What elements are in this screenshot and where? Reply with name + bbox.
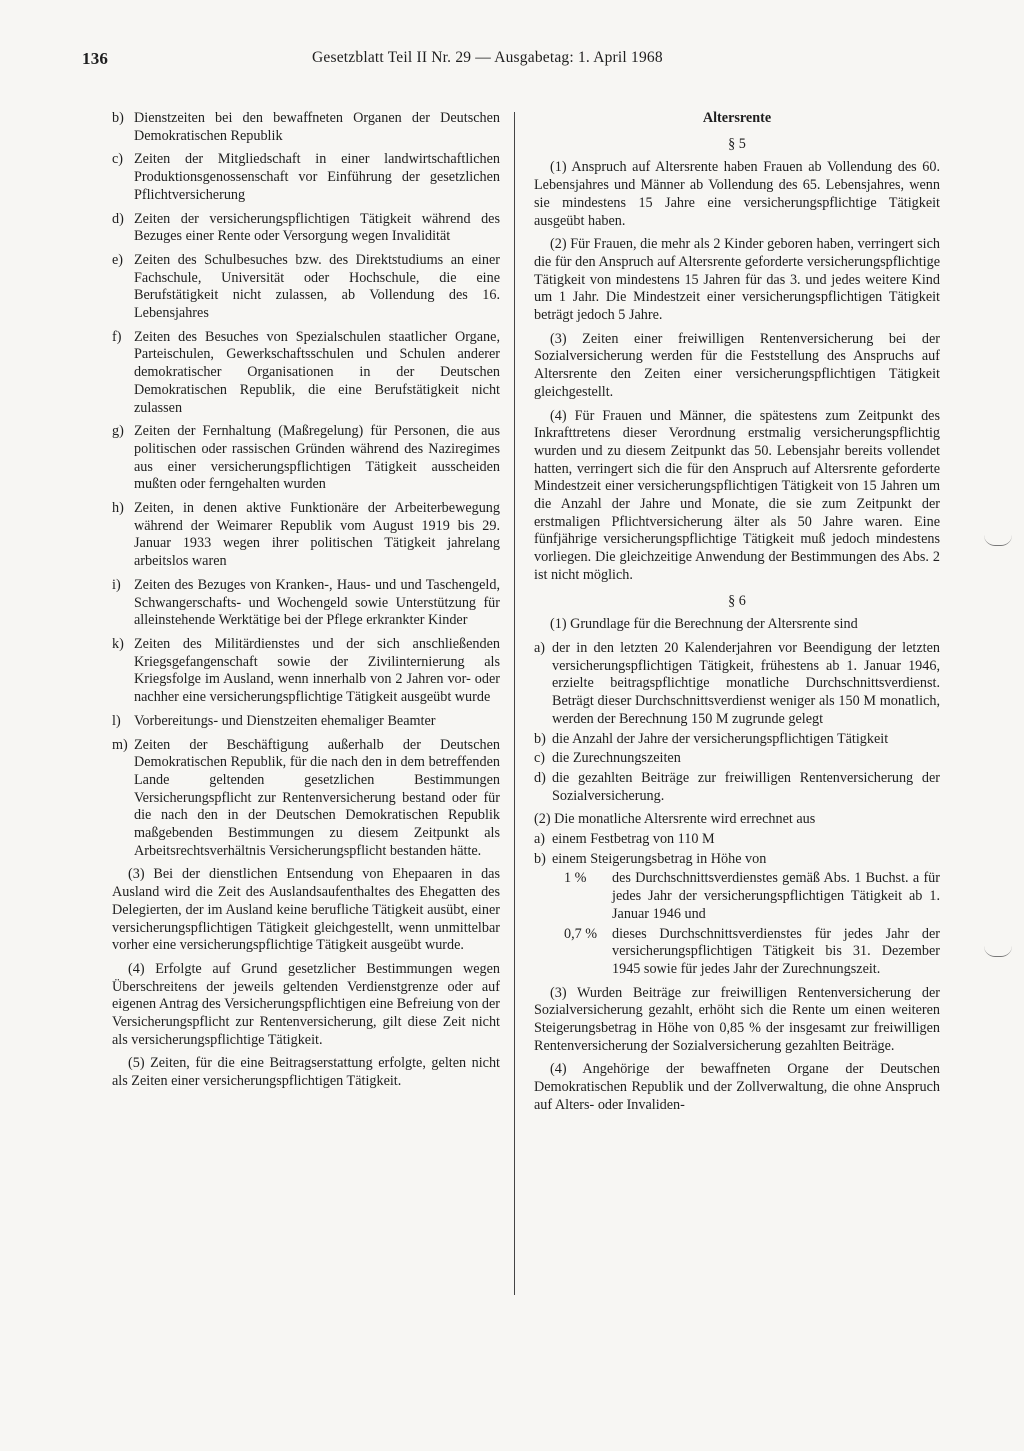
list-item (112, 151, 500, 204)
item-text: die Zurechnungszeiten (552, 750, 681, 767)
rate-label: 0,7 % (564, 925, 598, 942)
paragraph: (3) Bei der dienstlichen Entsendung von Ehepaaren in das Ausland wird die Zeit des Auslandsaufenthaltes des Ehegatten des Delegierten, der im Ausland keine berufliche Tätigkeit ausübt, einer versicherungspflichtigen Tätigkeit gleichgestellt, wenn unmittelbar vorher eine versicherungspflichtige Tätigkeit ausgeübt wurde. (112, 866, 500, 954)
list-item (112, 211, 500, 246)
list-item (112, 252, 500, 323)
item-label: b) (112, 110, 124, 126)
paragraph: (4) Angehörige der bewaffneten Organe der Deutschen Demokratischen Republik und der Zollverwaltung, die ohne Anspruch auf Alters- oder Invaliden- (534, 1061, 940, 1113)
item-text: Zeiten des Militärdienstes und der sich anschließenden Kriegsgefangenschaft sowie der Zivilinternierung als Kriegsfolge im Ausland, wenn innerhalb von 2 Jahren vor- oder nachher eine versicherungspflichtige Tätigkeit ausgeübt wurde (134, 635, 500, 706)
list-item (112, 423, 500, 494)
item-text: Zeiten der Mitgliedschaft in einer landwirtschaftlichen Produktionsgenossenschaft vor Einführung der gesetzlichen Pflichtversicherung (134, 151, 500, 203)
section-number: § 6 (728, 592, 746, 609)
item-text: Zeiten, in denen aktive Funktionäre der Arbeiterbewegung während der Weimarer Republik vom August 1919 bis 29. Januar 1933 wegen ihrer politischen Tätigkeit jahrelang arbeitslos waren (134, 500, 500, 570)
list-item (112, 500, 500, 571)
item-text: die gezahlten Beiträge zur freiwilligen Rentenversicherung der Sozialversicherung. (552, 769, 940, 804)
item-text: Zeiten des Schulbesuches bzw. des Direktstudiums an einer Fachschule, Universität oder Hochschule, die eine Berufstätigkeit nicht zulassen, ab Vollendung des 16. Lebensjahres (134, 251, 500, 322)
column-divider (514, 112, 515, 1295)
item-text: Zeiten der Fernhaltung (Maßregelung) für Personen, die aus politischen oder rassischen Gründen während des Naziregimes aus einer versicherungspflichtigen Tätigkeit ausscheiden mußten oder ferngehalten wurden (134, 423, 500, 493)
paragraph: (1) Grundlage für die Berechnung der Altersrente sind (550, 616, 858, 633)
page-number: 136 (82, 49, 109, 68)
list-item (534, 750, 940, 768)
paragraph: (5) Zeiten, für die eine Beitragserstattung erfolgte, gelten nicht als Zeiten einer versicherungspflichtigen Tätigkeit. (112, 1055, 500, 1090)
item-label: b) (534, 850, 546, 867)
item-label: k) (112, 635, 124, 652)
item-label: d) (112, 210, 124, 227)
paragraph: (2) Die monatliche Altersrente wird errechnet aus (534, 811, 816, 828)
item-label: i) (112, 576, 121, 593)
item-label: f) (112, 328, 122, 345)
item-label: a) (534, 831, 546, 848)
paragraph: (4) Erfolgte auf Grund gesetzlicher Bestimmungen wegen Überschreitens der jeweils geltenden Verdienstgrenze oder auf eigenen Antrag des Versicherungspflichtigen eine Befreiung von der Versicherungspflicht zur Rentenversicherung, gilt diese Zeit nicht als versicherungspflichtige Tätigkeit. (112, 960, 500, 1048)
item-text: Vorbereitungs- und Dienstzeiten ehemaliger Beamter (134, 712, 436, 729)
paragraph: (3) Zeiten einer freiwilligen Rentenversicherung bei der Sozialversicherung werden für die Feststellung des Anspruchs auf Altersrente den Zeiten einer versicherungspflichtigen Tätigkeit gleichgestellt. (534, 330, 940, 400)
list-item (534, 770, 940, 805)
left-column (112, 110, 500, 1097)
page-header (82, 49, 942, 75)
item-label: e) (112, 251, 124, 268)
list-item (112, 577, 500, 630)
paragraph: (2) Für Frauen, die mehr als 2 Kinder geboren haben, verringert sich die für den Anspruch auf Altersrente geforderte versicherungspflichtige Tätigkeit von mindestens 15 Jahren für das 3. und jedes weitere Kind um 1 Jahr. Die Mindestzeit einer versicherungspflichtigen Tätigkeit beträgt jedoch 5 Jahre. (534, 236, 940, 324)
margin-mark (984, 535, 1012, 546)
list-item (534, 831, 940, 849)
paragraph: (3) Wurden Beiträge zur freiwilligen Rentenversicherung der Sozialversicherung gezahlt, erhöht sich die Rente um einen weiteren Steigerungsbetrag in Höhe von 0,85 % der insgesamt zur freiwilligen Rentenversicherung der Sozialversicherung gezahlten Beiträge. (534, 984, 940, 1054)
item-label: b) (534, 730, 546, 747)
paragraph: (4) Für Frauen und Männer, die spätestens zum Zeitpunkt des Inkrafttretens dieser Verordnung erstmalig versicherungspflichtig wurden und zu diesem Zeitpunkt das 50. Lebensjahr bereits vollendet hatten, verringert sich die für den Anspruch auf Altersrente geforderte Mindestzeit einer versicherungspflichtigen Tätigkeit von 15 Jahren um die Anzahl der Jahre und Monate, die sie zum Zeitpunkt der erstmaligen Pflichtversicherung älter als 50 Jahre waren. Eine fünfjährige versicherungspflichtige Tätigkeit muß jedoch mindestens vorliegen. Die gleichzeitige Anwendung der Bestimmungen des Abs. 2 ist nicht möglich. (534, 407, 940, 583)
item-label: d) (534, 769, 546, 786)
list-item (534, 640, 940, 729)
rate-label: 1 % (564, 870, 587, 887)
paragraph: (1) Anspruch auf Altersrente haben Frauen ab Vollendung des 60. Lebensjahres und Männer ab Vollendung des 65. Lebensjahres, wenn sie mindestens 15 Jahre eine versicherungspflichtige Tätigkeit ausgeübt haben. (534, 159, 940, 229)
rate-text: dieses Durchschnittsverdienstes für jedes Jahr der versicherungspflichtigen Tätigkeit bis 31. Dezember 1945 sowie für jedes Jahr der Zurechnungszeit. (612, 925, 940, 977)
section-number: § 5 (728, 135, 746, 152)
item-label: h) (112, 500, 124, 517)
section-heading: Altersrente (702, 110, 772, 126)
margin-mark (984, 946, 1012, 957)
item-label: l) (112, 712, 121, 729)
item-text: Zeiten des Bezuges von Kranken-, Haus- und und Taschengeld, Schwangerschafts- und Wochengeld sowie Unterstützung für alleinstehende Werktätige bei der Pflege erkrankter Kinder (134, 576, 500, 629)
list-item (112, 110, 500, 145)
item-text: Zeiten der Beschäftigung außerhalb der Deutschen Demokratischen Republik, für die nach den in dem betreffenden Lande geltenden gesetzlichen Bestimmungen Versicherungspflicht zur Rentenversicherung bestand oder für die nach den in der Deutschen Demokratischen Republik maßgebenden Bestimmungen zu diesem Zeitpunkt als Arbeitsrechtsverhältnis Versicherungspflicht bestanden hätte. (134, 736, 500, 859)
list-item (112, 737, 500, 861)
right-column (534, 110, 940, 1121)
item-text: einem Steigerungsbetrag in Höhe von (552, 850, 767, 867)
item-text: der in den letzten 20 Kalenderjahren vor Beendigung der letzten versicherungspflichtigen Tätigkeit, frühestens ab 1. Januar 1946, erzielte beitragspflichtige monatliche Durchschnittsverdienst. Beträgt dieser Durchschnittsverdienst weniger als 150 M monatlich, werden der Berechnung 150 M zugrunde gelegt (552, 639, 940, 727)
item-text: einem Festbetrag von 110 M (552, 831, 715, 848)
item-label: c) (112, 151, 124, 168)
header-title: Gesetzblatt Teil II Nr. 29 — Ausgabetag: 1. April 1968 (312, 49, 663, 66)
list-item (112, 636, 500, 707)
item-text: Dienstzeiten bei den bewaffneten Organen der Deutschen Demokratischen Republik (134, 110, 500, 144)
item-label: g) (112, 423, 124, 440)
list-item (112, 713, 500, 731)
list-item (534, 731, 940, 749)
item-label: c) (534, 750, 546, 767)
rate-item (564, 926, 940, 979)
item-label: m) (112, 736, 128, 753)
item-text: Zeiten des Besuches von Spezialschulen staatlicher Organe, Parteischulen, Gewerkschaftsschulen und Schulen anderer demokratischer Organisationen in der Deutschen Demokratischen Republik, die eine Berufstätigkeit nicht zulassen (134, 328, 500, 416)
item-text: die Anzahl der Jahre der versicherungspflichtigen Tätigkeit (552, 730, 889, 747)
rate-text: des Durchschnittsverdienstes gemäß Abs. 1 Buchst. a für jedes Jahr der versicherungspflichtigen Tätigkeit ab 1. Januar 1946 und (612, 870, 940, 922)
item-label: a) (534, 639, 546, 656)
list-item (534, 851, 940, 869)
item-text: Zeiten der versicherungspflichtigen Tätigkeit während des Bezuges einer Rente oder Versorgung wegen Invalidität (134, 210, 500, 245)
rate-item (564, 870, 940, 923)
list-item (112, 329, 500, 418)
